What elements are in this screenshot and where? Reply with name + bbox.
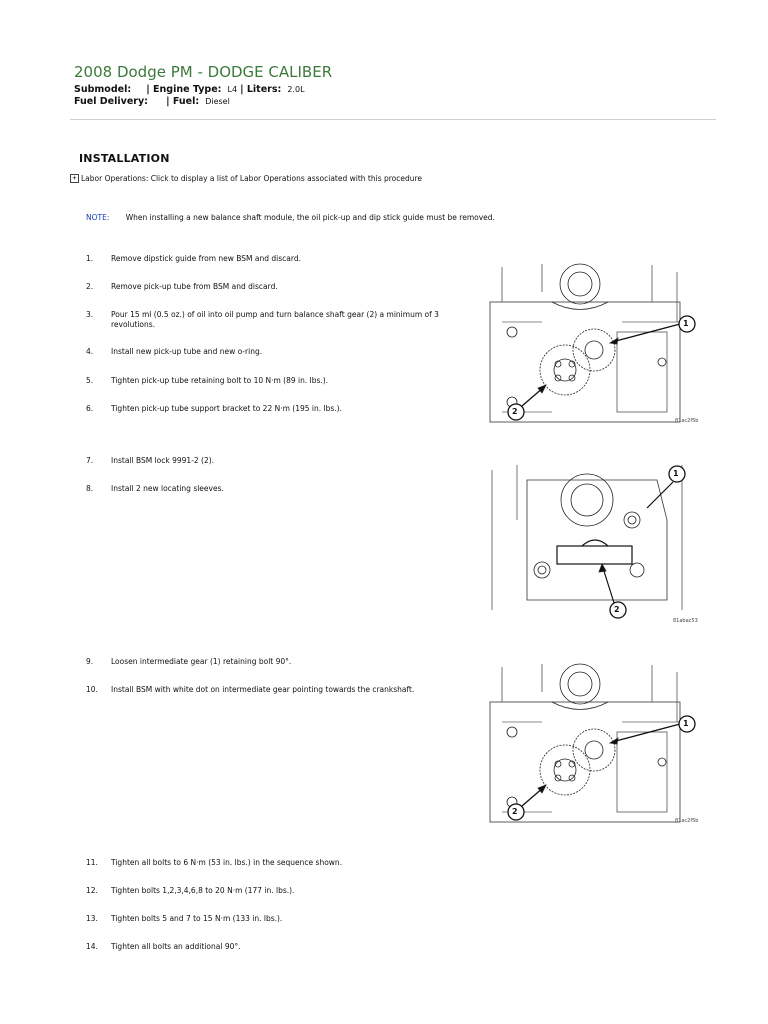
step-7: [86, 456, 441, 466]
step-number: 1.: [86, 254, 94, 263]
step-10: [86, 685, 441, 695]
step-text: Tighten pick-up tube support bracket to 22 N·m (195 in. lbs.).: [111, 404, 342, 413]
step-1: [86, 254, 441, 264]
liters-value: 2.0L: [287, 85, 305, 94]
submodel-row: [74, 84, 305, 95]
step-12: [86, 886, 441, 896]
step-text: Pour 15 ml (0.5 oz.) of oil into oil pump and turn balance shaft gear (2) a minimum of 3 revolutions.: [111, 310, 439, 329]
callout-1: 1: [673, 469, 679, 478]
labor-operations-link[interactable]: [70, 174, 422, 183]
step-number: 9.: [86, 657, 94, 666]
note: [86, 213, 495, 222]
step-number: 6.: [86, 404, 94, 413]
submodel-label: Submodel:: [74, 84, 132, 95]
step-text: Remove dipstick guide from new BSM and discard.: [111, 254, 301, 263]
step-text: Tighten all bolts to 6 N·m (53 in. lbs.) in the sequence shown.: [111, 858, 343, 867]
step-3: [86, 310, 441, 330]
step-14: [86, 942, 441, 952]
figure-balance-shaft-gears-2: [482, 662, 702, 830]
fuel-row: [74, 96, 230, 107]
document-title: 2008 Dodge PM - DODGE CALIBER: [74, 63, 333, 81]
callout-2: 2: [614, 605, 620, 614]
step-number: 3.: [86, 310, 94, 319]
step-8: [86, 484, 441, 494]
step-number: 5.: [86, 376, 94, 385]
engine-type-label: | Engine Type:: [146, 84, 222, 95]
step-text: Install 2 new locating sleeves.: [111, 484, 224, 493]
fuel-value: Diesel: [205, 97, 230, 106]
step-number: 12.: [86, 886, 98, 895]
step-text: Remove pick-up tube from BSM and discard.: [111, 282, 278, 291]
callout-2: 2: [512, 807, 518, 816]
step-text: Install new pick-up tube and new o-ring.: [111, 347, 263, 356]
note-label: NOTE:: [86, 213, 110, 222]
step-2: [86, 282, 441, 292]
section-title: INSTALLATION: [79, 152, 170, 165]
step-number: 13.: [86, 914, 98, 923]
header-divider: [70, 119, 716, 120]
step-6: [86, 404, 441, 414]
figure-code: 81ac2f5b: [675, 418, 699, 424]
step-9: [86, 657, 441, 667]
step-number: 4.: [86, 347, 94, 356]
step-text: Tighten pick-up tube retaining bolt to 10 N·m (89 in. lbs.).: [111, 376, 329, 385]
step-text: Tighten bolts 1,2,3,4,6,8 to 20 N·m (177 in. lbs.).: [111, 886, 295, 895]
step-number: 7.: [86, 456, 94, 465]
callout-1: 1: [683, 719, 689, 728]
engine-type-value: L4: [227, 85, 238, 94]
fuel-delivery-label: Fuel Delivery:: [74, 96, 148, 107]
labor-operations-text[interactable]: Labor Operations: Click to display a list of Labor Operations associated with this procedure: [81, 174, 423, 183]
step-text: Loosen intermediate gear (1) retaining bolt 90°.: [111, 657, 292, 666]
step-number: 14.: [86, 942, 98, 951]
figure-code: 81abac53: [673, 618, 698, 624]
step-5: [86, 376, 441, 386]
step-text: Tighten all bolts an additional 90°.: [111, 942, 241, 951]
figure-code: 81ac2f5b: [675, 818, 699, 824]
step-11: [86, 858, 441, 868]
figure-balance-shaft-gears: [482, 262, 702, 430]
step-text: Install BSM with white dot on intermediate gear pointing towards the crankshaft.: [111, 685, 415, 694]
step-number: 11.: [86, 858, 98, 867]
step-text: Tighten bolts 5 and 7 to 15 N·m (133 in. lbs.).: [111, 914, 283, 923]
callout-2: 2: [512, 407, 518, 416]
liters-label: | Liters:: [240, 84, 282, 95]
callout-1: 1: [683, 319, 689, 328]
step-text: Install BSM lock 9991-2 (2).: [111, 456, 215, 465]
step-number: 8.: [86, 484, 94, 493]
step-13: [86, 914, 441, 924]
figure-bsm-lock: [487, 460, 702, 628]
step-number: 10.: [86, 685, 98, 694]
expand-plus-icon[interactable]: +: [70, 174, 79, 183]
step-4: [86, 347, 441, 357]
note-text: When installing a new balance shaft module, the oil pick-up and dip stick guide must be removed.: [125, 213, 495, 222]
fuel-label: | Fuel:: [166, 96, 200, 107]
step-number: 2.: [86, 282, 94, 291]
